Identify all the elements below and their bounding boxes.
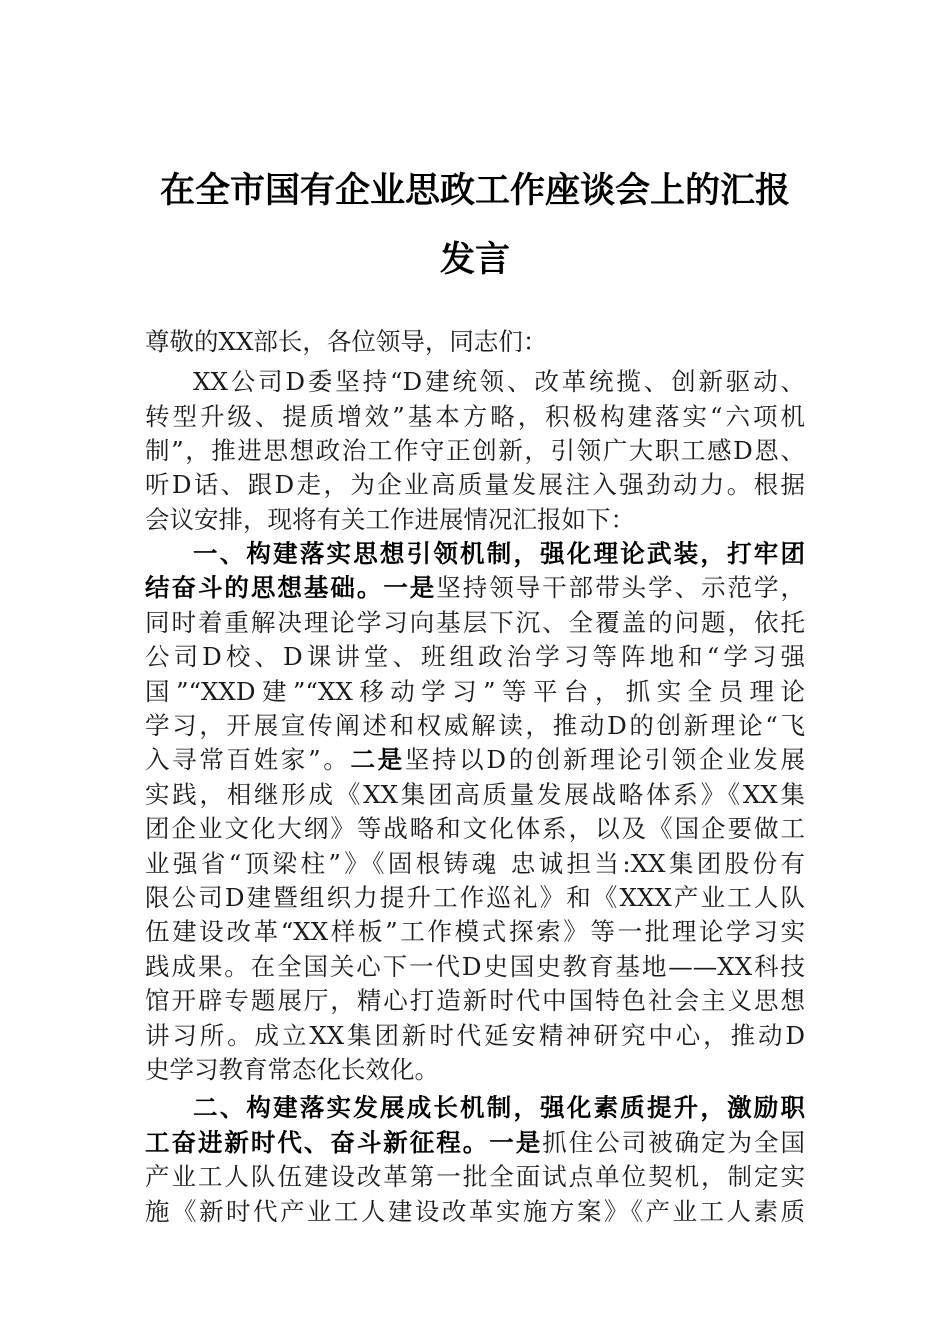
section2-line-2 [145,1126,805,1160]
section1-line-9: 团企业文化大纲》等战略和文化体系，以及《国企要做工 [145,814,805,843]
section1-line-5: 国”“XXD建”“XX移动学习”等平台，抓实全员理论 [145,677,805,706]
section2-line-4: 施《新时代产业工人建设改革实施方案》《产业工人素质 [145,1197,805,1226]
section2-line-2-text: 抓住公司被确定为全国 [542,1128,806,1157]
section1-line-16: 史学习教育常态化长效化。 [145,1055,439,1084]
section1-line-2 [145,571,805,605]
section2-heading-end: 工奋进新时代、奋斗新征程。 [145,1128,490,1157]
section1-line-7 [145,743,805,777]
section1-line-6: 学习，开展宣传阐述和权威解读，推动D的创新理论“飞 [145,711,805,740]
section1-line-8: 实践，相继形成《XX集团高质量发展战略体系》《XX集 [145,780,805,809]
section2-line-3: 产业工人队伍建设改革第一批全面试点单位契机，制定实 [145,1162,805,1191]
section1-line-14: 馆开辟专题展厅，精心打造新时代中国特色社会主义思想 [145,986,805,1015]
section1-marker-1: 一是 [383,573,437,602]
section1-line-10: 业强省“顶梁柱”》《固根铸魂 忠诚担当:XX集团股份有 [145,849,805,878]
section2-marker-1: 一是 [489,1128,543,1157]
intro-line-5: 会议安排，现将有关工作进展情况汇报如下： [145,505,635,534]
section1-line-7-text: 坚持以D的创新理论引领企业发展 [404,745,805,774]
section1-line-4: 公司D校、D课讲堂、班组政治学习等阵地和“学习强 [145,642,805,671]
intro-line-4: 听D话、跟D走，为企业高质量发展注入强劲动力。根据 [145,470,805,499]
intro-line-3: 制”，推进思想政治工作守正创新，引领广大职工感D恩、 [145,436,805,465]
document-title-line-2: 发言 [439,239,510,280]
section1-line-15: 讲习所。成立XX集团新时代延安精神研究中心，推动D [145,1021,805,1050]
intro-line-1: XX公司D委坚持“D建统领、改革统揽、创新驱动、 [193,367,805,396]
section1-line-7-pre: 入寻常百姓家”。 [145,745,351,774]
section1-marker-2: 二是 [350,745,405,774]
document-title-line-1: 在全市国有企业思政工作座谈会上的汇报 [159,170,790,211]
intro-line-2: 转型升级、提质增效”基本方略，积极构建落实“六项机 [145,402,805,431]
section1-line-2-text: 坚持领导干部带头学、示范学， [436,573,806,602]
section2-heading-line-1: 二、构建落实发展成长机制，强化素质提升，激励职 [193,1093,805,1122]
section1-line-12: 伍建设改革“XX样板”工作模式探索》等一批理论学习实 [145,917,805,946]
section1-heading-end: 结奋斗的思想基础。 [145,573,384,602]
greeting: 尊敬的XX部长，各位领导，同志们： [145,327,548,356]
section1-line-3: 同时着重解决理论学习向基层下沉、全覆盖的问题，依托 [145,608,805,637]
section1-heading-line-1: 一、构建落实思想引领机制，强化理论武装，打牢团 [193,539,805,568]
section1-line-13: 践成果。在全国关心下一代D史国史教育基地——XX科技 [145,952,805,981]
section1-line-11: 限公司D建暨组织力提升工作巡礼》和《XXX产业工人队 [145,883,805,912]
